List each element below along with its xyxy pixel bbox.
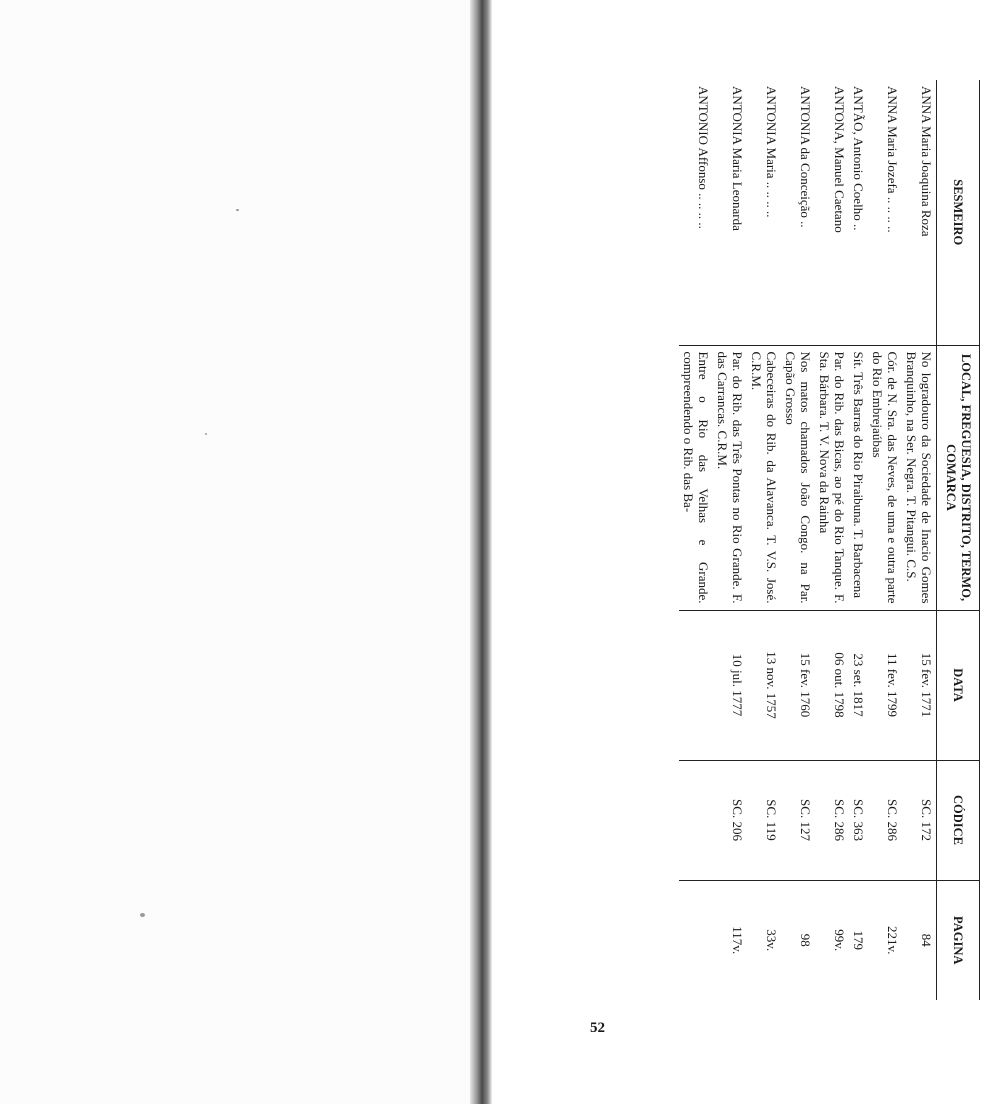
- cell-codice: SC. 127: [781, 760, 815, 880]
- cell-pagina: 33v.: [747, 880, 781, 1000]
- cell-sesmeiro: ANTONIA da Conceição ..: [798, 86, 813, 228]
- cell-local: Cabeceiras do Rib. da Alavanca. T. V.S. José. C.R.M.: [747, 345, 781, 610]
- cell-data: 15 fev. 1760: [781, 610, 815, 760]
- cell-local: No logradouro da Sociedade de Inacio Gomes Branquinho, na Ser. Negra. T. Pitangui. C.S.: [902, 345, 937, 610]
- cell-local: Cór. de N. Sra. das Neves, de uma e outra parte do Rio Embrejaúbas: [868, 345, 902, 610]
- cell-codice: SC. 286: [815, 760, 849, 880]
- table-row: [868, 80, 902, 1000]
- table-row: [679, 80, 713, 1000]
- page-number: 52: [590, 1020, 605, 1036]
- cell-pagina: 179: [849, 880, 868, 1000]
- cell-data: 15 fev. 1771: [902, 610, 937, 760]
- cell-local: Par. do Rib. das Três Pontas no Rio Grande. F. das Carrancas. C.R.M.: [713, 345, 747, 610]
- table-row: [815, 80, 849, 1000]
- cell-local: Entre o Rio das Velhas e Grande. compreendendo o Rib. das Ba-: [679, 345, 713, 610]
- sesmarias-table-region: [580, 80, 980, 1000]
- cell-codice: SC. 206: [713, 760, 747, 880]
- table-row: [902, 80, 937, 1000]
- table-row: [713, 80, 747, 1000]
- sesmarias-table: [679, 80, 980, 1000]
- cell-sesmeiro: ANNA Maria Joaquina Roza: [919, 86, 934, 237]
- cell-sesmeiro: ANTONA, Manuel Caetano: [832, 86, 847, 233]
- cell-local: Nos matos chamados João Congo. na Par. Capão Grosso: [781, 345, 815, 610]
- cell-data: 11 fev. 1799: [868, 610, 902, 760]
- cell-codice: SC. 286: [868, 760, 902, 880]
- cell-local: Sít. Três Barras do Rio Piraibuna. T. Barbacena: [849, 345, 868, 610]
- cell-codice: SC. 363: [849, 760, 868, 880]
- cell-pagina: 117v.: [713, 880, 747, 1000]
- table-row: [781, 80, 815, 1000]
- book-gutter: [470, 0, 492, 1104]
- table-row: [849, 80, 868, 1000]
- cell-codice: [679, 760, 713, 880]
- cell-sesmeiro: ANNA Maria Jozefa .. .. .. ..: [885, 86, 900, 233]
- cell-pagina: 221v.: [868, 880, 902, 1000]
- cell-sesmeiro: ANTONIO Affonso .. .. .. ..: [696, 86, 711, 229]
- header-codice: CÓDICE: [937, 760, 980, 880]
- cell-data: 06 out. 1798: [815, 610, 849, 760]
- cell-data: 10 jul. 1777: [713, 610, 747, 760]
- rotated-table-container: [580, 80, 980, 1000]
- header-data: DATA: [937, 610, 980, 760]
- paper-speck: [140, 913, 145, 917]
- paper-speck: [236, 209, 239, 211]
- cell-data: 23 set. 1817: [849, 610, 868, 760]
- cell-data: 13 nov. 1757: [747, 610, 781, 760]
- cell-data: [679, 610, 713, 760]
- left-page: [0, 0, 470, 1104]
- cell-sesmeiro: ANTONIA Maria Leonarda: [730, 86, 745, 231]
- cell-pagina: 99v.: [815, 880, 849, 1000]
- cell-codice: SC. 172: [902, 760, 937, 880]
- cell-codice: SC. 119: [747, 760, 781, 880]
- cell-pagina: 98: [781, 880, 815, 1000]
- table-header-row: [937, 80, 980, 1000]
- cell-pagina: 84: [902, 880, 937, 1000]
- paper-speck: [205, 433, 207, 435]
- header-pagina: PAGINA: [937, 880, 980, 1000]
- cell-pagina: [679, 880, 713, 1000]
- header-sesmeiro: SESMEIRO: [937, 80, 980, 345]
- header-local: LOCAL, FREGUESIA, DISTRITO, TERMO, COMARCA: [937, 345, 980, 610]
- cell-local: Par. do Rib. das Bicas, ao pé do Rio Tanque. F. Sta. Bárbara. T. V. Nova da Rainha: [815, 345, 849, 610]
- cell-sesmeiro: ANTÃO, Antonio Coelho ..: [851, 86, 866, 231]
- table-row: [747, 80, 781, 1000]
- cell-sesmeiro: ANTONIA Maria .. .. .. ..: [764, 86, 779, 218]
